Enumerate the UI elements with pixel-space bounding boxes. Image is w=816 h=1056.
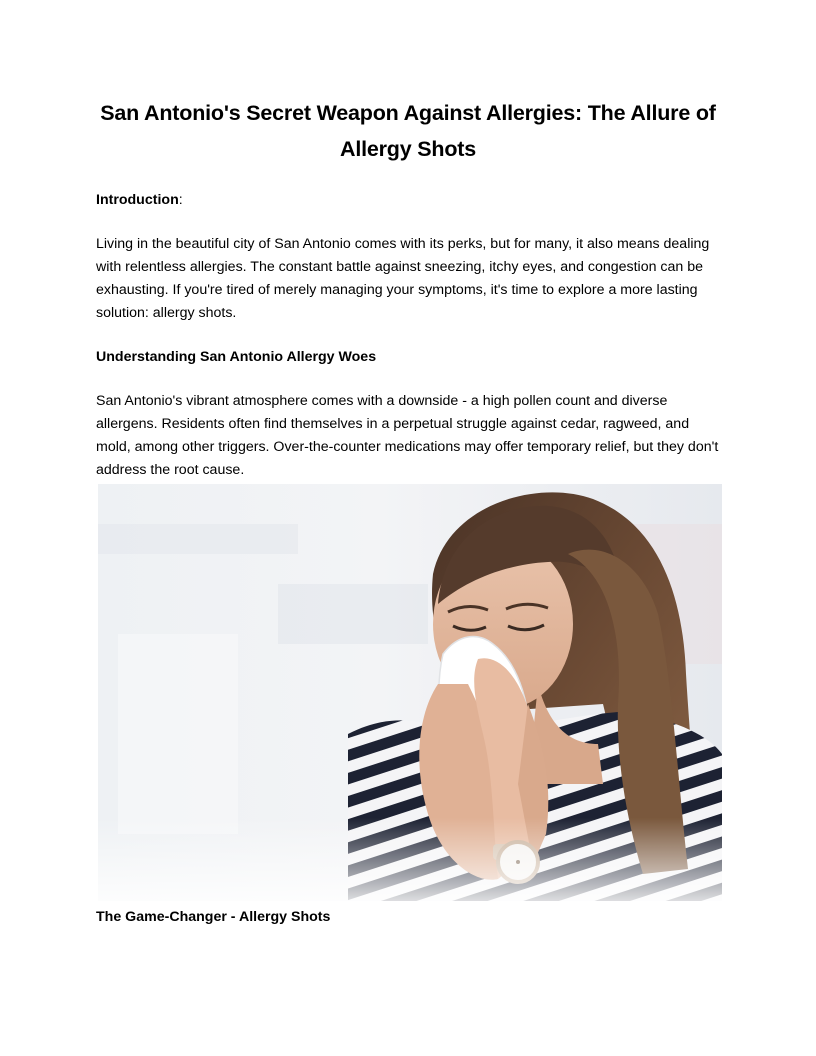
intro-label: Introduction	[96, 192, 179, 208]
intro-label-line	[96, 189, 726, 212]
intro-paragraph: Living in the beautiful city of San Antonio comes with its perks, but for many, it also means dealing with relentless allergies. The constant battle against sneezing, itchy eyes, and congestion can be exhausting. If you're tired of merely managing your symptoms, it's time to explore a more lasting solution: allergy shots.	[96, 236, 710, 321]
intro-colon: :	[178, 192, 183, 208]
page-title: San Antonio's Secret Weapon Against Allergies: The Allure of Allergy Shots	[100, 101, 716, 161]
sneezing-woman-photo	[98, 484, 722, 901]
section-heading-allergy-shots: The Game-Changer - Allergy Shots	[96, 909, 331, 925]
section-heading-woes: Understanding San Antonio Allergy Woes	[96, 349, 377, 365]
woes-paragraph: San Antonio's vibrant atmosphere comes with a downside - a high pollen count and diverse allergens. Residents often find themselves in a perpetual struggle against cedar, ragweed, and mold, among other triggers. Over-the-counter medications may offer temporary relief, but they don't address the root cause.	[96, 393, 719, 478]
